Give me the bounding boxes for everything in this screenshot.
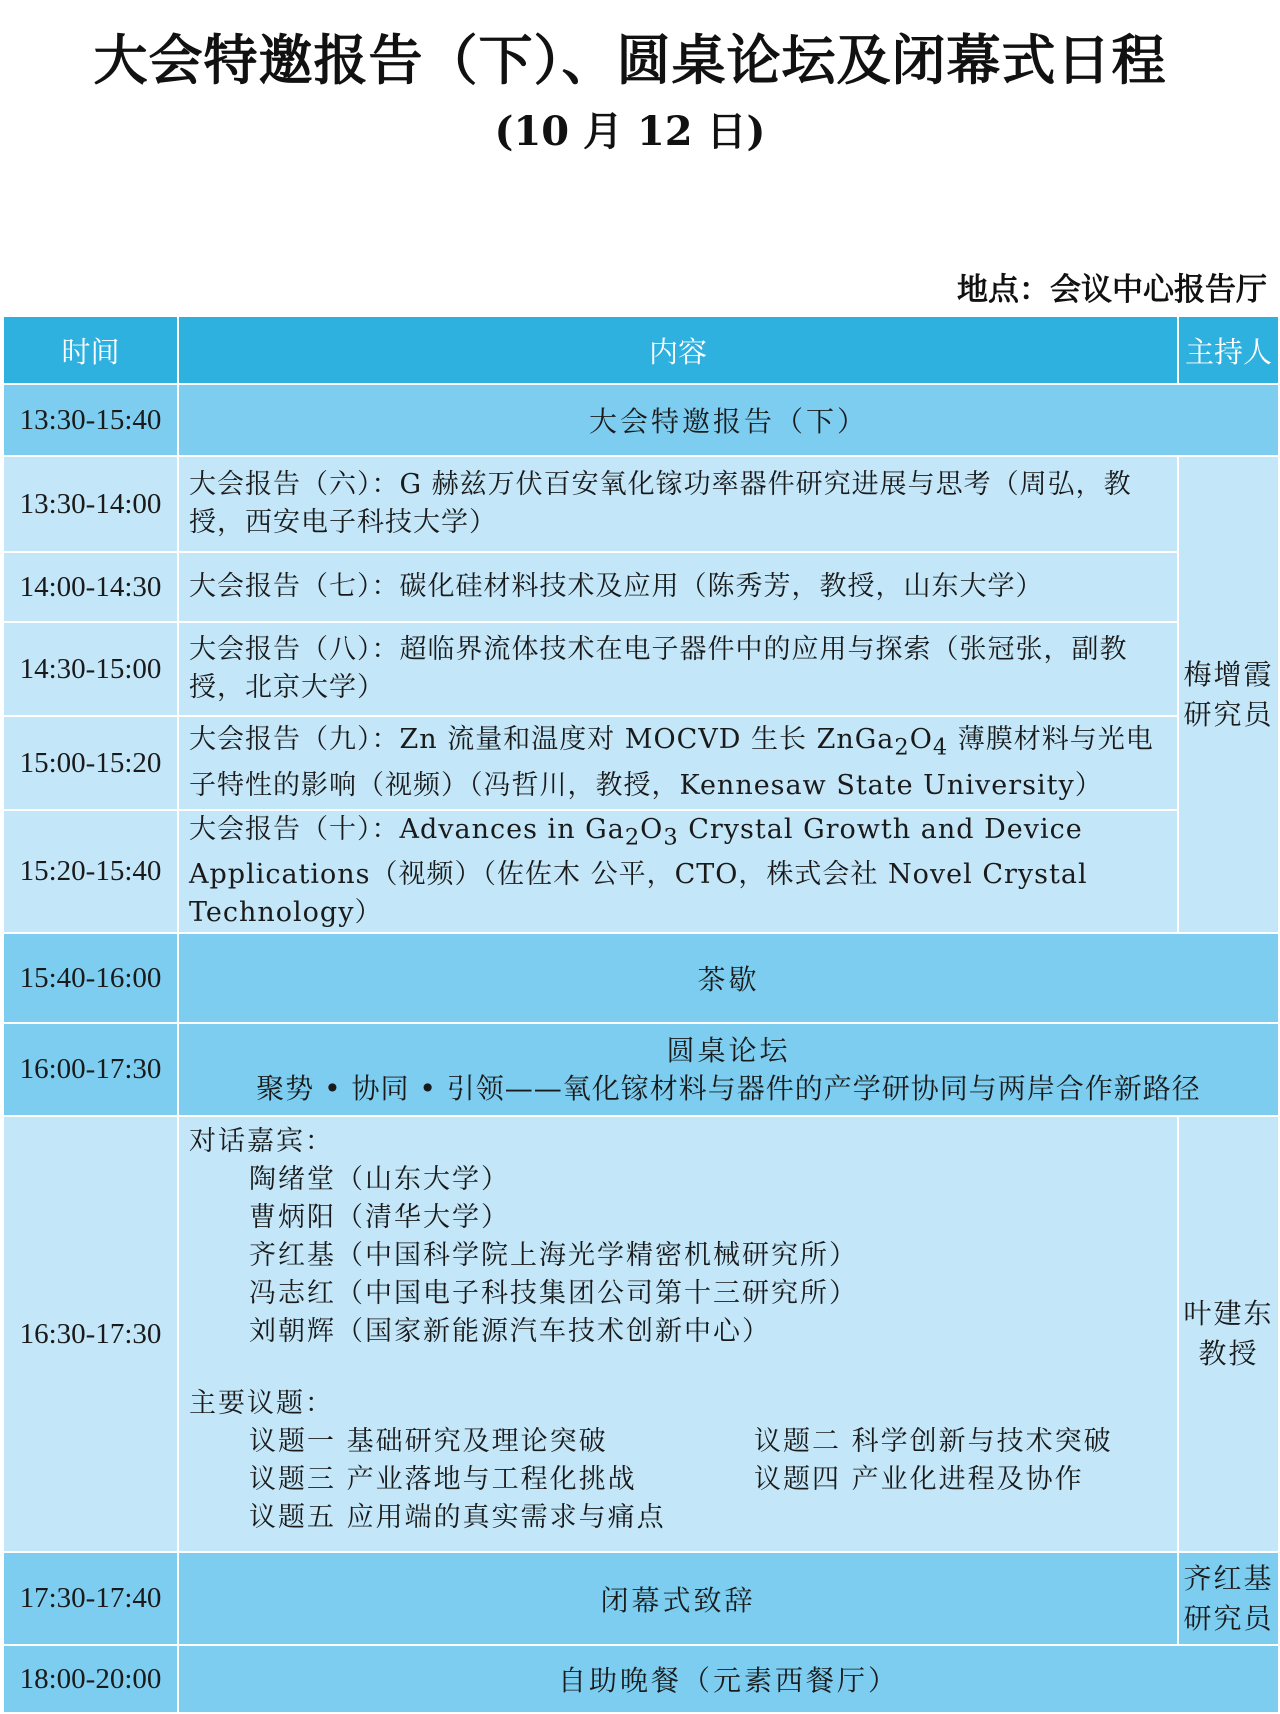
header-host: 主持人 (1178, 316, 1279, 384)
talk-content: 大会报告（七）：碳化硅材料技术及应用（陈秀芳，教授，山东大学） (178, 552, 1178, 622)
row-time: 15:40-16:00 (3, 933, 178, 1023)
row-time: 13:30-14:00 (3, 456, 178, 552)
row-time: 14:30-15:00 (3, 622, 178, 716)
dialog-cell (178, 1116, 1178, 1552)
host-cell (1178, 1552, 1279, 1645)
topics-grid (189, 1423, 1167, 1537)
row-time: 15:20-15:40 (3, 810, 178, 933)
table-row (3, 552, 1279, 622)
row-time: 16:00-17:30 (3, 1023, 178, 1116)
table-row (3, 1552, 1279, 1645)
guest-item: 陶绪堂（山东大学） (249, 1164, 510, 1196)
host-title: 教授 (1198, 1337, 1259, 1371)
talk-content: 大会报告（八）：超临界流体技术在电子器件中的应用与探索（张冠张，副教授，北京大学） (178, 622, 1178, 716)
topic-item: 议题三 产业落地与工程化挑战 (249, 1464, 637, 1496)
topics-label: 主要议题： (189, 1388, 334, 1420)
header-time: 时间 (3, 316, 178, 384)
table-row (3, 384, 1279, 456)
location-label: 地点：会议中心报告厅 (957, 272, 1267, 308)
guest-item: 刘朝辉（国家新能源汽车技术创新中心） (249, 1316, 771, 1348)
row-time: 13:30-15:40 (3, 384, 178, 456)
row-time: 18:00-20:00 (3, 1645, 178, 1713)
forum-title: 圆桌论坛 (666, 1033, 791, 1067)
host-name: 齐红基 (1183, 1561, 1274, 1595)
forum-cell (178, 1023, 1279, 1116)
forum-theme: 聚势 • 协同 • 引领——氧化镓材料与器件的产学研协同与两岸合作新路径 (256, 1071, 1201, 1105)
row-time: 14:00-14:30 (3, 552, 178, 622)
table-row (3, 716, 1279, 810)
guest-item: 曹炳阳（清华大学） (249, 1202, 510, 1234)
table-row (3, 1023, 1279, 1116)
table-row (3, 810, 1279, 933)
host-name: 梅增霞 (1183, 657, 1274, 691)
dinner-label: 自助晚餐（元素西餐厅） (178, 1645, 1279, 1713)
closing-label: 闭幕式致辞 (178, 1552, 1178, 1645)
talk-content: 大会报告（六）：G 赫兹万伏百安氧化镓功率器件研究进展与思考（周弘，教授，西安电子科技大学） (178, 456, 1178, 552)
talk-content: 大会报告（九）：Zn 流量和温度对 MOCVD 生长 $ZnGa_2O_4$ 薄膜材料与光电子特性的影响（视频）（冯哲川，教授，Kennesaw State University） (178, 716, 1178, 810)
topic-item: 议题一 基础研究及理论突破 (249, 1426, 608, 1458)
talk-content: 大会报告（十）：Advances in $Ga_2O_3$ Crystal Growth and Device Applications（视频）（佐佐木 公平，CTO，株式会社 Novel Crystal Technology） (178, 810, 1178, 933)
header-content: 内容 (178, 316, 1178, 384)
guest-item: 齐红基（中国科学院上海光学精密机械研究所） (249, 1240, 858, 1272)
table-row (3, 933, 1279, 1023)
guests-label: 对话嘉宾： (189, 1126, 334, 1158)
schedule-table (2, 315, 1280, 1714)
row-time: 15:00-15:20 (3, 716, 178, 810)
host-title: 研究员 (1183, 697, 1274, 731)
host-title: 研究员 (1183, 1601, 1274, 1635)
host-cell (1178, 1116, 1279, 1552)
page-date: (10 月 12 日) (494, 108, 766, 155)
row-time: 17:30-17:40 (3, 1552, 178, 1645)
table-row (3, 1645, 1279, 1713)
topic-item: 议题四 产业化进程及协作 (754, 1464, 1084, 1496)
header-row (3, 316, 1279, 384)
section-title: 大会特邀报告（下） (178, 384, 1279, 456)
host-cell (1178, 456, 1279, 933)
guest-item: 冯志红（中国电子科技集团公司第十三研究所） (249, 1278, 858, 1310)
table-row (3, 456, 1279, 552)
topic-item: 议题二 科学创新与技术突破 (754, 1426, 1113, 1458)
row-time: 16:30-17:30 (3, 1116, 178, 1552)
host-name: 叶建东 (1183, 1297, 1274, 1331)
break-label: 茶歇 (178, 933, 1279, 1023)
topic-item: 议题五 应用端的真实需求与痛点 (249, 1502, 666, 1534)
table-row (3, 622, 1279, 716)
table-row (3, 1116, 1279, 1552)
page-title: 大会特邀报告（下）、圆桌论坛及闭幕式日程 (93, 29, 1167, 92)
